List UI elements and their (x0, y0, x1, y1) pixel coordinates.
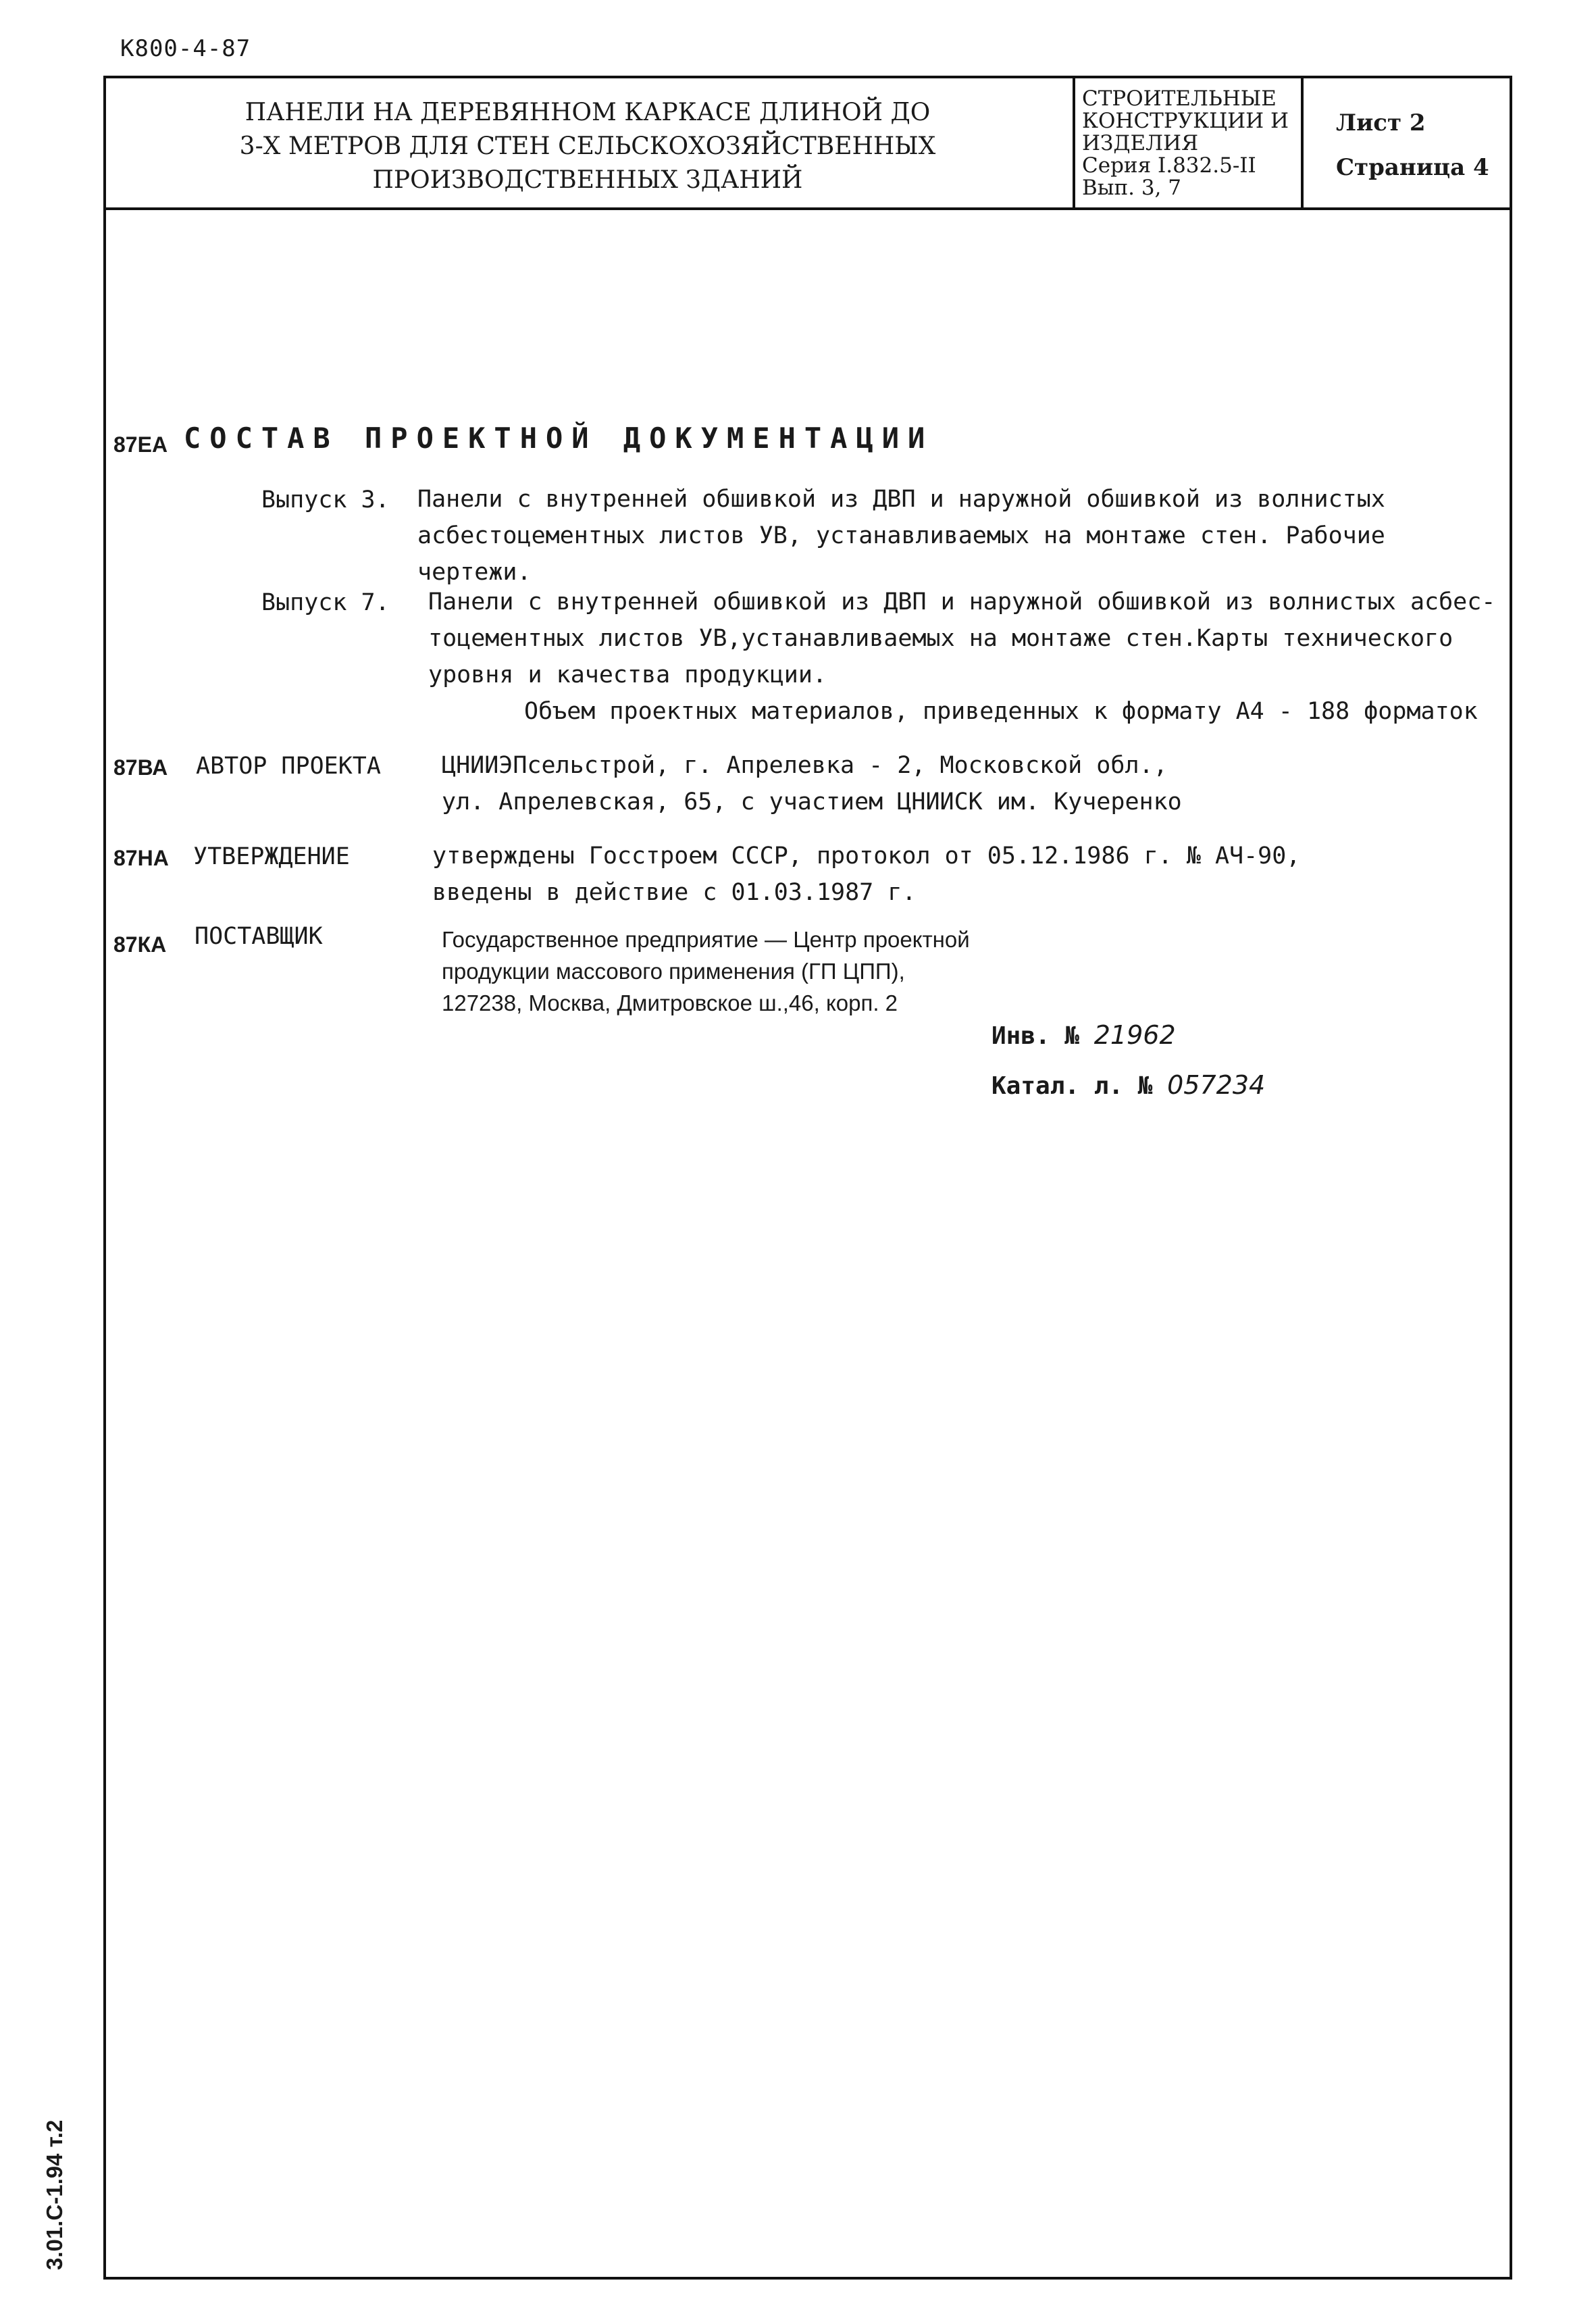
author-details (442, 747, 1182, 820)
text-line: ул. Апрелевская, 65, с участием ЦНИИСК им. Кучеренко (442, 788, 1182, 815)
series-line: Серия I.832.5-II (1082, 153, 1256, 178)
inventory-number (992, 1020, 1176, 1050)
text-line: тоцементных листов УВ,устанавливаемых на монтаже стен.Карты технического (428, 625, 1453, 652)
text-line: введены в действие с 01.03.1987 г. (432, 879, 917, 906)
text-line: утверждены Госстроем СССР, протокол от 05.12.1986 г. № АЧ-90, (432, 842, 1301, 870)
header-divider-vertical (1073, 76, 1075, 209)
supplier-code: 87КА (113, 932, 167, 957)
approval-label: УТВЕРЖДЕНИЕ (193, 843, 350, 870)
supplier-label: ПОСТАВЩИК (195, 923, 323, 950)
header-title-line: 3-Х МЕТРОВ ДЛЯ СТЕН СЕЛЬСКОХОЗЯЙСТВЕННЫХ (239, 132, 936, 160)
inventory-label: Инв. № (992, 1022, 1080, 1050)
section-title: СОСТАВ ПРОЕКТНОЙ ДОКУМЕНТАЦИИ (184, 422, 934, 455)
header-title (108, 96, 1067, 197)
approval-details (432, 838, 1300, 911)
side-registration-code: 3.01.С-1.94 т.2 (42, 2119, 67, 2270)
sheet-number: Лист 2 (1336, 109, 1426, 136)
header-title-line: ПАНЕЛИ НА ДЕРЕВЯННОМ КАРКАСЕ ДЛИНОЙ ДО (244, 99, 931, 126)
author-label: АВТОР ПРОЕКТА (196, 753, 381, 780)
header-series-block (1082, 88, 1299, 199)
issue-3-label: Выпуск 3. (261, 486, 390, 513)
section-code: 87ЕА (113, 432, 168, 457)
series-line: КОНСТРУКЦИИ И (1082, 109, 1289, 133)
header-title-line: ПРОИЗВОДСТВЕННЫХ ЗДАНИЙ (372, 166, 803, 194)
text-line: 127238, Москва, Дмитровское ш.,46, корп. 2 (442, 990, 898, 1015)
volume-note: Объем проектных материалов, приведенных к формату А4 - 188 форматок (524, 698, 1478, 725)
page-number: Страница 4 (1336, 154, 1489, 181)
text-line: Панели с внутренней обшивкой из ДВП и наружной обшивкой из волнистых (417, 486, 1385, 513)
catalog-number (992, 1070, 1265, 1100)
series-line: Вып. 3, 7 (1082, 176, 1181, 200)
text-line: Панели с внутренней обшивкой из ДВП и наружной обшивкой из волнистых асбес- (428, 588, 1496, 615)
text-line: продукции массового применения (ГП ЦПП), (442, 959, 905, 984)
inventory-value: 21962 (1093, 1020, 1176, 1050)
header-divider-vertical (1301, 76, 1304, 209)
supplier-details (442, 924, 970, 1019)
issue-7-description (428, 584, 1495, 693)
series-line: ИЗДЕЛИЯ (1082, 131, 1199, 155)
page-frame (103, 76, 1512, 2280)
text-line: уровня и качества продукции. (428, 661, 827, 688)
series-line: СТРОИТЕЛЬНЫЕ (1082, 86, 1277, 111)
catalog-value: 057234 (1167, 1070, 1266, 1100)
issue-3-description (417, 481, 1385, 590)
document-code: К800-4-87 (120, 35, 251, 62)
catalog-label: Катал. л. № (992, 1072, 1153, 1100)
text-line: чертежи. (417, 559, 532, 586)
text-line: Государственное предприятие — Центр проектной (442, 927, 970, 952)
text-line: ЦНИИЭПсельстрой, г. Апрелевка - 2, Московской обл., (442, 752, 1168, 779)
text-line: асбестоцементных листов УВ, устанавливаемых на монтаже стен. Рабочие (417, 522, 1385, 549)
approval-code: 87НА (113, 846, 169, 870)
author-code: 87ВА (113, 755, 168, 780)
issue-7-label: Выпуск 7. (261, 589, 390, 616)
